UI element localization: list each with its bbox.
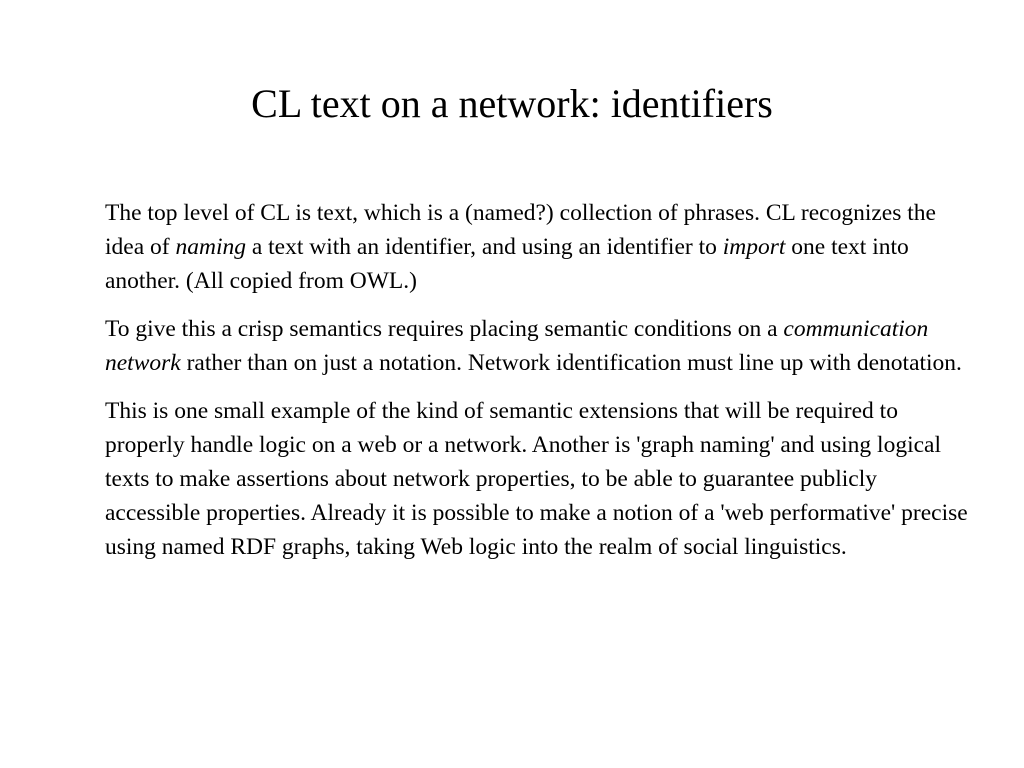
paragraph-1-text-3: one text into another. (All copied from OWL.) [105, 234, 909, 294]
paragraph-2-text-2: rather than on just a notation. Network identification must line up with denotation. [180, 350, 962, 376]
slide-body [105, 196, 975, 578]
paragraph-3-text-1: This is one small example of the kind of semantic extensions that will be required to properly handle logic on a web or a network. Another is 'graph naming' and using logical texts to make assertions about network properties, to be able to guarantee publicly accessible properties. Already it is possible to make a notion of a 'web performative' precise using named RDF graphs, taking Web logic into the realm of social linguistics. [105, 398, 968, 560]
paragraph-1 [105, 196, 975, 298]
paragraph-1-text-1: The top level of CL is text, which is a (named?) collection of phrases. CL recognizes the idea of [105, 200, 936, 260]
paragraph-3 [105, 394, 975, 564]
paragraph-1-text-2: a text with an identifier, and using an identifier to [245, 234, 723, 260]
paragraph-1-italic-import: import [722, 234, 786, 260]
slide-title: CL text on a network: identifiers [251, 81, 773, 126]
paragraph-2-text-1: To give this a crisp semantics requires placing semantic conditions on a [105, 316, 784, 342]
paragraph-2 [105, 312, 975, 380]
paragraph-2-italic-communication-network: communication network [105, 316, 929, 376]
paragraph-1-italic-naming: naming [175, 234, 246, 260]
